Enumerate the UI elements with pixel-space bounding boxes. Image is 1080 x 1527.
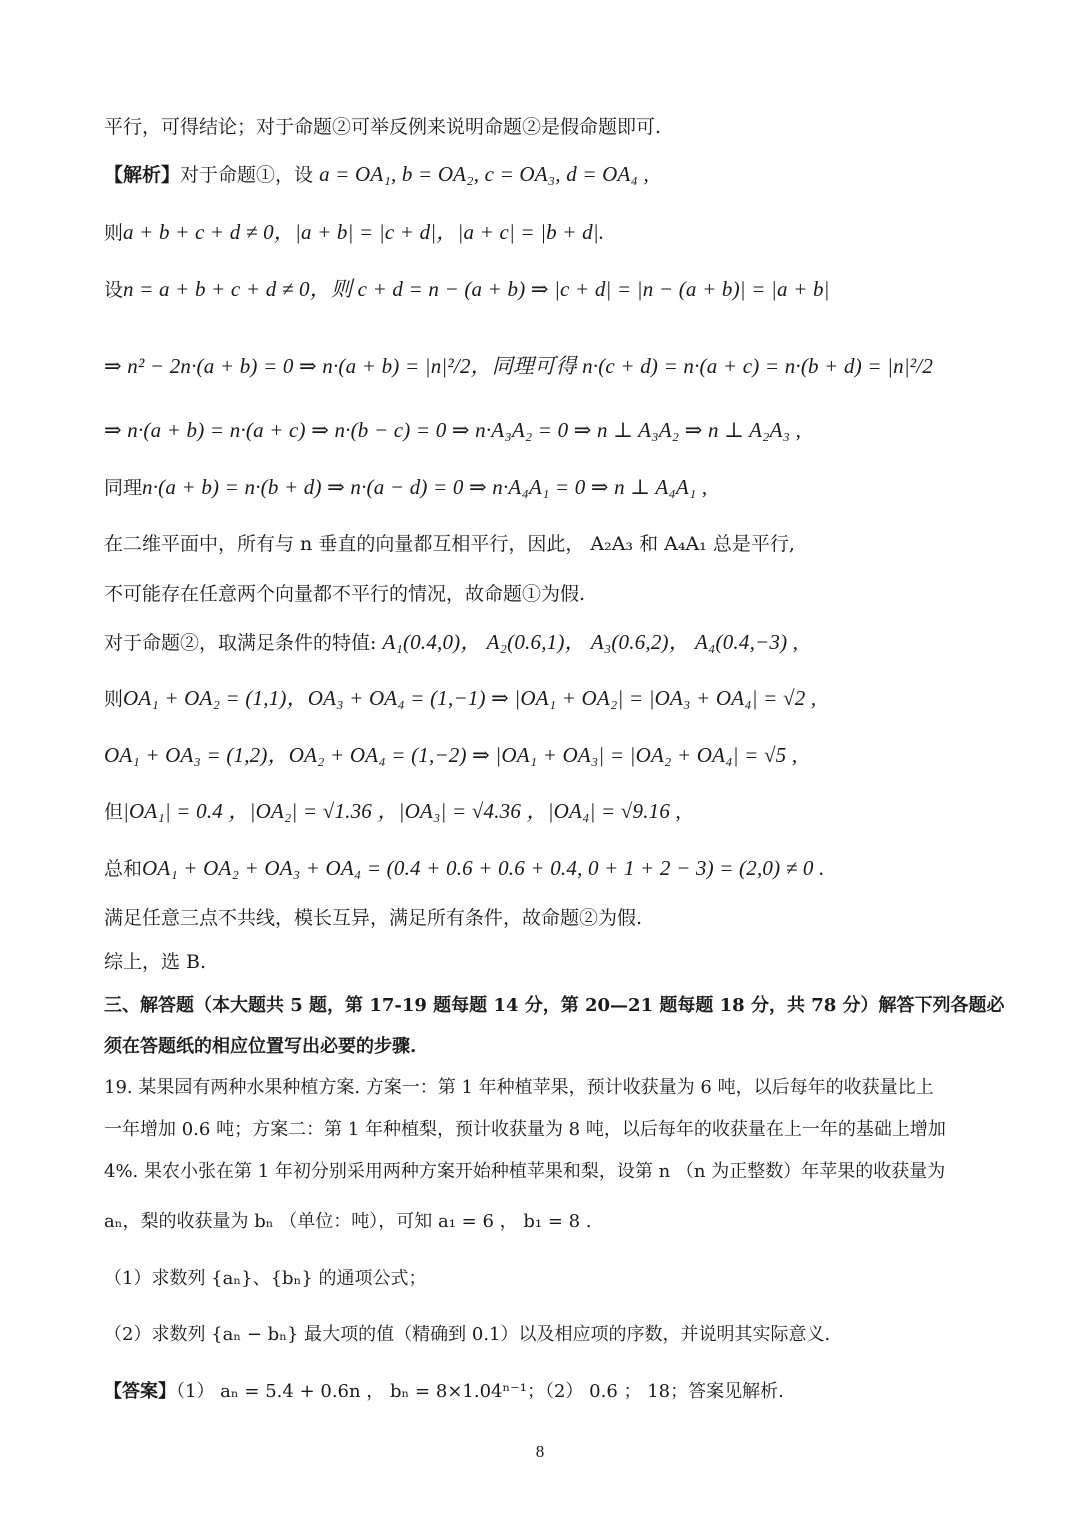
text-line-2: 【解析】对于命题①，设 a = OA₁, b = OA₂, c = OA₃, d = OA₄ , <box>104 162 649 186</box>
text-line-12: OA₁ + OA₃ = (1,2)，OA₂ + OA₄ = (1,−2) ⇒ |OA₁ + OA₃| = |OA₂ + OA₄| = √5 , <box>104 743 798 767</box>
text-line-3: 则a + b + c + d ≠ 0，|a + b| = |c + d|，|a + c| = |b + d|. <box>104 220 605 244</box>
text-line-1: 平行，可得结论；对于命题②可举反例来说明命题②是假命题即可. <box>104 116 662 138</box>
text-line-11: 则OA₁ + OA₂ = (1,1)，OA₃ + OA₄ = (1,−1) ⇒ |OA₁ + OA₂| = |OA₃ + OA₄| = √2 , <box>104 686 817 710</box>
answer-line: 【答案】（1） aₙ = 5.4 + 0.6n ， bₙ = 8×1.04ⁿ⁻¹；（2） 0.6 ； 18；答案见解析. <box>104 1381 784 1402</box>
text-line-15: 满足任意三点不共线，模长互异，满足所有条件，故命题②为假. <box>104 907 643 929</box>
question-1: （1）求数列 {aₙ}、{bₙ} 的通项公式； <box>104 1268 427 1289</box>
text-line-16: 综上，选 B. <box>104 951 207 973</box>
text-line-9: 不可能存在任意两个向量都不平行的情况，故命题①为假. <box>104 583 586 605</box>
problem-line-2: 一年增加 0.6 吨；方案二：第 1 年种植梨，预计收获量为 8 吨，以后每年的收获量在上一年的基础上增加 <box>104 1119 946 1140</box>
text-line-13: 但|OA₁| = 0.4 ，|OA₂| = √1.36 ，|OA₃| = √4.36 ，|OA₄| = √9.16 , <box>104 799 681 823</box>
text-line-14: 总和OA₁ + OA₂ + OA₃ + OA₄ = (0.4 + 0.6 + 0.6 + 0.4, 0 + 1 + 2 − 3) = (2,0) ≠ 0 . <box>104 856 825 880</box>
text-line-5: ⇒ n² − 2n·(a + b) = 0 ⇒ n·(a + b) = |n|²/2，同理可得 n·(c + d) = n·(a + c) = n·(b + d) = |n|²/2 <box>104 354 934 378</box>
text-line-7: 同理n·(a + b) = n·(b + d) ⇒ n·(a − d) = 0 ⇒ n·A₄A₁ = 0 ⇒ n ⊥ A₄A₁ , <box>104 475 708 499</box>
text-line-8: 在二维平面中，所有与 n 垂直的向量都互相平行，因此， A₂A₃ 和 A₄A₁ 总是平行, <box>104 533 795 555</box>
problem-line-3: 4%. 果农小张在第 1 年初分别采用两种方案开始种植苹果和梨，设第 n （n 为正整数）年苹果的收获量为 <box>104 1161 946 1182</box>
section-heading-line-2: 须在答题纸的相应位置写出必要的步骤. <box>104 1036 417 1057</box>
text-line-6: ⇒ n·(a + b) = n·(a + c) ⇒ n·(b − c) = 0 ⇒ n·A₃A₂ = 0 ⇒ n ⊥ A₃A₂ ⇒ n ⊥ A₂A₃ , <box>104 418 802 442</box>
text-line-4: 设n = a + b + c + d ≠ 0，则 c + d = n − (a + b) ⇒ |c + d| = |n − (a + b)| = |a + b| <box>104 277 830 301</box>
text-line-10: 对于命题②，取满足条件的特值: A₁(0.4,0)， A₂(0.6,1)， A₃(0.6,2)， A₄(0.4,−3) , <box>104 630 799 654</box>
page-number: 8 <box>535 1442 545 1461</box>
problem-line-4: aₙ，梨的收获量为 bₙ （单位：吨），可知 a₁ = 6 ， b₁ = 8 . <box>104 1211 592 1232</box>
problem-line-1: 19. 某果园有两种水果种植方案. 方案一：第 1 年种植苹果，预计收获量为 6 吨，以后每年的收获量比上 <box>104 1077 934 1098</box>
question-2: （2）求数列 {aₙ − bₙ} 最大项的值（精确到 0.1）以及相应项的序数，并说明其实际意义. <box>104 1324 831 1345</box>
section-heading-line-1: 三、解答题（本大题共 5 题，第 17-19 题每题 14 分，第 20—21 题每题 18 分，共 78 分）解答下列各题必 <box>104 995 1005 1016</box>
